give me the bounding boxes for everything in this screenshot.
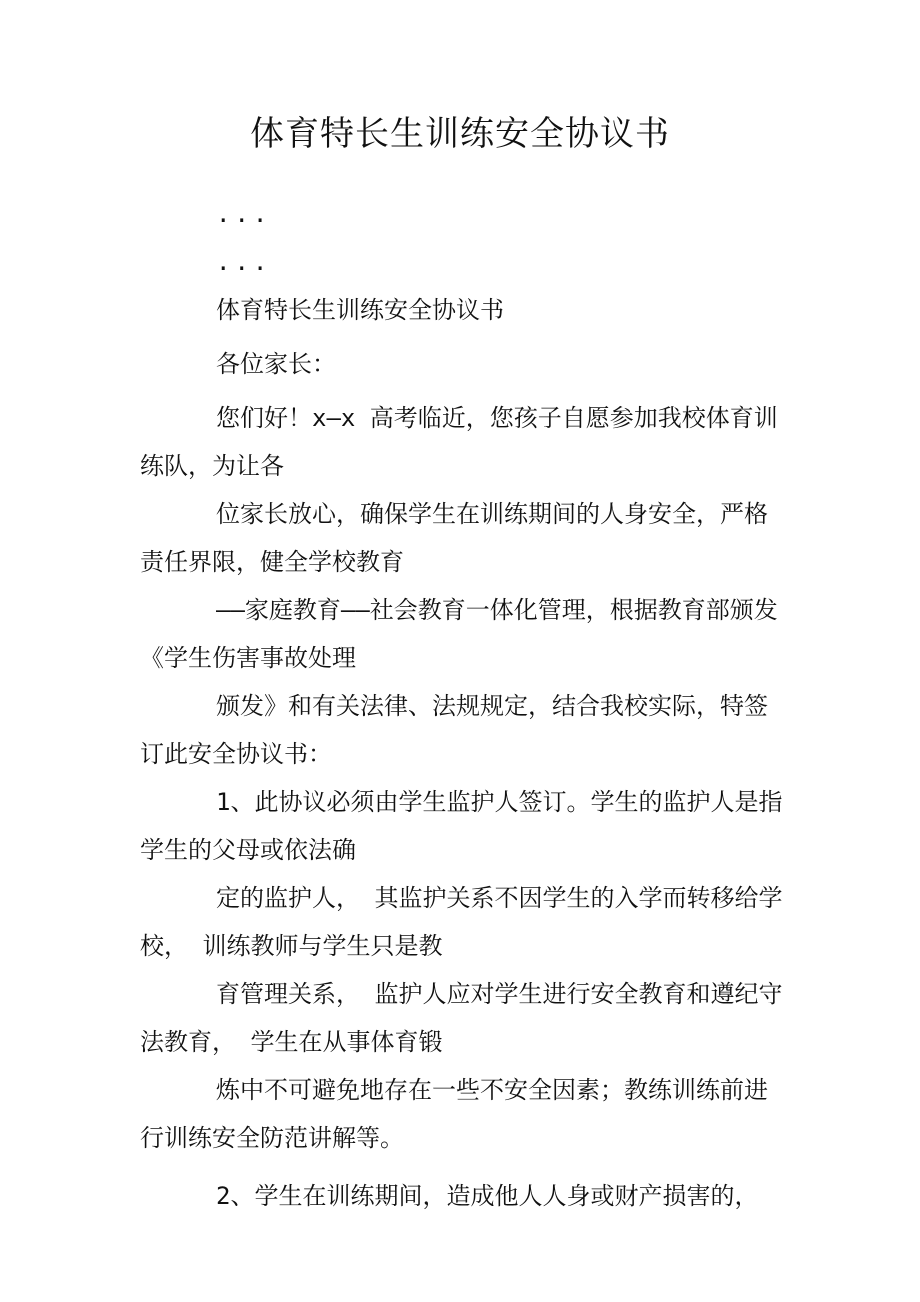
clause-paragraph: 2、学生在训练期间，造成他人人身或财产损害的， bbox=[216, 1182, 759, 1210]
document-title: 体育特长生训练安全协议书 bbox=[250, 114, 670, 154]
body-paragraph: 您们好！x—x 高考临近，您孩子自愿参加我校体育训练队，为让各 bbox=[140, 404, 778, 480]
clause-paragraph: 炼中不可避免地存在一些不安全因素；教练训练前进行训练安全防范讲解等。 bbox=[140, 1076, 768, 1152]
ellipsis-line: ... bbox=[216, 248, 272, 276]
clause-paragraph: 1、此协议必须由学生监护人签订。学生的监护人是指学生的父母或依法确 bbox=[140, 788, 783, 864]
salutation-paragraph: 各位家长： bbox=[216, 350, 336, 378]
body-paragraph: 颁发》和有关法律、法规规定，结合我校实际，特签订此安全协议书： bbox=[140, 692, 768, 768]
subtitle-paragraph: 体育特长生训练安全协议书 bbox=[216, 296, 504, 324]
body-paragraph: ——家庭教育——社会教育一体化管理，根据教育部颁发《学生伤害事故处理 bbox=[140, 596, 778, 672]
clause-paragraph: 定的监护人， 其监护关系不因学生的入学而转移给学校， 训练教师与学生只是教 bbox=[140, 884, 783, 960]
body-paragraph: 位家长放心，确保学生在训练期间的人身安全，严格责任界限，健全学校教育 bbox=[140, 500, 768, 576]
ellipsis-line: ... bbox=[216, 200, 272, 228]
document-body bbox=[140, 190, 790, 1220]
clause-paragraph: 育管理关系， 监护人应对学生进行安全教育和遵纪守法教育， 学生在从事体育锻 bbox=[140, 980, 783, 1056]
